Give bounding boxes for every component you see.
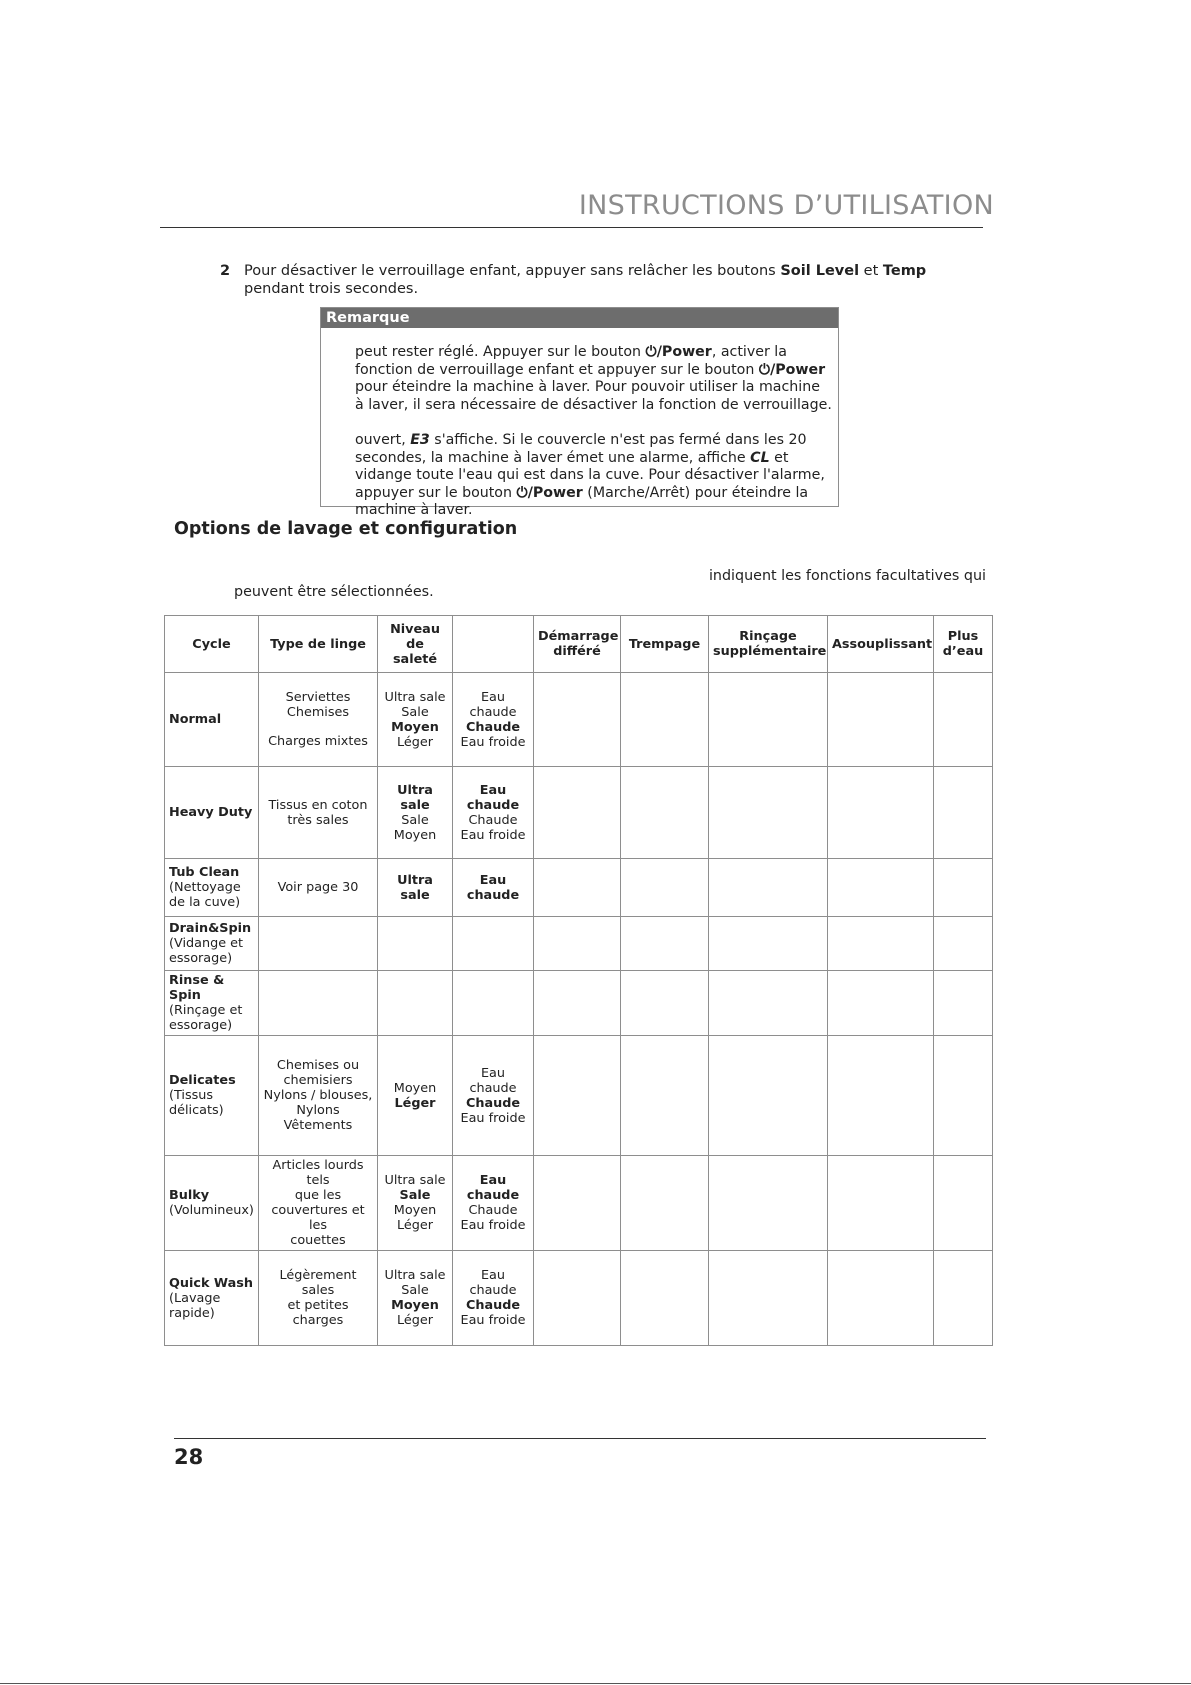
temp-cell-line: Eau: [479, 872, 507, 888]
cycle-cell: [165, 767, 259, 859]
cycle-subtitle: (Volumineux): [169, 1203, 254, 1218]
note-heading: Remarque: [321, 308, 838, 328]
cycle-cell: [165, 971, 259, 1036]
delay-cell: [534, 1156, 621, 1251]
temp-cell-line: Chaude: [468, 812, 518, 828]
temp-cell-line: Chaude: [465, 1298, 521, 1313]
note-paragraph-2: ouvert, E3 s'affiche. Si le couvercle n'est pas fermé dans les 20 secondes, la machine à laver émet une alarme, affiche CL et vidange toute l'eau qui est dans la cuve. Pour désactiver l'alarme, appuyer sur le bouton ⏻/Power (Marche/Arrêt) pour éteindre la machine à laver.: [355, 432, 825, 518]
softener-cell: [828, 859, 934, 917]
soil-cell-line: Ultra sale: [384, 1268, 446, 1283]
temp-cell-line: Eau chaude: [469, 1268, 517, 1298]
cycle-name: Heavy Duty: [169, 805, 253, 820]
more-water-cell: [934, 917, 993, 971]
type-cell-line: Articles lourds tels: [272, 1158, 364, 1188]
type-cell: [259, 767, 378, 859]
table-row: [165, 917, 993, 971]
table-row: [165, 1156, 993, 1251]
cycle-name: Delicates: [169, 1073, 236, 1088]
table-row: [165, 971, 993, 1036]
error-code-cl: CL: [750, 449, 770, 466]
extra-rinse-cell: [709, 767, 828, 859]
temp-cell-line: Chaude: [465, 719, 521, 735]
cycle-name: Bulky: [169, 1188, 210, 1203]
cycle-cell: [165, 859, 259, 917]
table-row: [165, 673, 993, 767]
step-text: Pour désactiver le verrouillage enfant, appuyer sans relâcher les boutons Soil Level et Temp pendant trois secondes.: [244, 263, 927, 297]
softener-cell: [828, 1036, 934, 1156]
soil-cell-line: Léger: [394, 1095, 436, 1111]
type-cell-line: Chemises: [286, 705, 350, 720]
page-bottom-edge: [0, 1683, 1191, 1684]
temp-cell: [453, 971, 534, 1036]
type-cell-line: Serviettes: [285, 690, 351, 705]
cycle-cell: [165, 1036, 259, 1156]
soil-cell: [378, 1156, 453, 1251]
extra-rinse-cell: [709, 971, 828, 1036]
cycle-subtitle: (Nettoyage de la cuve): [169, 880, 241, 910]
soil-cell-line: Sale: [401, 812, 429, 828]
col-header-cycle: Cycle: [165, 616, 259, 673]
soil-cell-line: Ultra sale: [384, 1173, 446, 1188]
soak-cell: [621, 917, 709, 971]
more-water-cell: [934, 673, 993, 767]
delay-cell: [534, 1251, 621, 1346]
type-cell: [259, 1251, 378, 1346]
type-cell-line: chemisiers: [283, 1073, 353, 1088]
more-water-cell: [934, 971, 993, 1036]
cycle-subtitle: (Tissus délicats): [169, 1088, 224, 1118]
extra-rinse-cell: [709, 1251, 828, 1346]
step-number: 2: [220, 263, 231, 279]
type-cell-line: Charges mixtes: [268, 734, 368, 749]
softener-cell: [828, 971, 934, 1036]
soil-cell: [378, 971, 453, 1036]
soak-cell: [621, 859, 709, 917]
footer-divider: [174, 1438, 986, 1439]
type-cell-line: Nylons / blouses,: [263, 1088, 373, 1103]
temp-cell: [453, 1251, 534, 1346]
temp-cell-line: Eau froide: [460, 734, 526, 750]
extra-rinse-cell: [709, 859, 828, 917]
temp-cell: [453, 1156, 534, 1251]
col-header-more-water: Plus d’eau: [934, 616, 993, 673]
col-header-softener: Assouplissant: [828, 616, 934, 673]
section-intro-left: peuvent être sélectionnées.: [234, 584, 434, 600]
extra-rinse-cell: [709, 673, 828, 767]
temp-cell: [453, 917, 534, 971]
type-cell-line: très sales: [287, 812, 349, 828]
type-cell-line: Tissus en coton: [268, 797, 368, 813]
temp-cell-line: Eau froide: [460, 1313, 526, 1328]
soil-cell: [378, 767, 453, 859]
temp-cell-line: Eau chaude: [466, 782, 520, 813]
soak-cell: [621, 1156, 709, 1251]
type-cell-line: Nylons: [296, 1103, 340, 1118]
col-header-temp: [453, 616, 534, 673]
soil-cell-line: Moyen: [393, 827, 437, 843]
soil-cell-line: Moyen: [391, 1298, 439, 1313]
power-button-label: ⏻/Power: [758, 361, 826, 378]
soil-cell: [378, 1036, 453, 1156]
type-cell: [259, 1036, 378, 1156]
temp-cell-line: Eau froide: [460, 1110, 526, 1126]
soil-cell-line: Moyen: [393, 1203, 437, 1218]
softener-cell: [828, 1251, 934, 1346]
type-cell-line: couvertures et les: [271, 1203, 365, 1233]
soil-cell-line: Léger: [396, 1313, 434, 1328]
step-2: [220, 262, 960, 298]
more-water-cell: [934, 1156, 993, 1251]
more-water-cell: [934, 1036, 993, 1156]
col-header-soak: Trempage: [621, 616, 709, 673]
soil-cell-line: Ultra sale: [397, 782, 433, 813]
table-row: [165, 1251, 993, 1346]
temp-cell-line: Eau froide: [460, 1218, 526, 1233]
delay-cell: [534, 673, 621, 767]
soil-level-label: Soil Level: [780, 263, 860, 279]
softener-cell: [828, 767, 934, 859]
soil-cell-line: Ultra sale: [384, 689, 446, 705]
temp-cell-line: Eau chaude: [469, 1065, 517, 1096]
delay-cell: [534, 917, 621, 971]
extra-rinse-cell: [709, 1036, 828, 1156]
delay-cell: [534, 971, 621, 1036]
table-row: [165, 1036, 993, 1156]
soil-cell-line: Sale: [399, 1188, 431, 1203]
more-water-cell: [934, 767, 993, 859]
extra-rinse-cell: [709, 917, 828, 971]
power-button-label: ⏻/Power: [516, 484, 583, 501]
type-cell-line: [263, 720, 373, 734]
table-body: [165, 673, 993, 1346]
cycle-cell: [165, 917, 259, 971]
soil-cell: [378, 673, 453, 767]
table-row: [165, 767, 993, 859]
cycle-subtitle: (Rinçage et essorage): [169, 1003, 243, 1033]
soak-cell: [621, 971, 709, 1036]
delay-cell: [534, 859, 621, 917]
soil-cell-line: Sale: [401, 1283, 429, 1298]
extra-rinse-cell: [709, 1156, 828, 1251]
power-button-label: ⏻/Power: [645, 344, 712, 360]
cycle-cell: [165, 1156, 259, 1251]
delay-cell: [534, 1036, 621, 1156]
temp-cell-line: Eau chaude: [469, 689, 517, 720]
type-cell-line: Chemises ou: [276, 1058, 360, 1073]
type-cell-line: Vêtements: [283, 1118, 353, 1133]
col-header-soil: Niveau de saleté: [378, 616, 453, 673]
temp-label: Temp: [882, 263, 927, 279]
soak-cell: [621, 1251, 709, 1346]
soil-cell-line: Ultra sale: [397, 872, 433, 903]
header-divider: [160, 227, 983, 228]
type-cell-line: Légèrement sales: [279, 1268, 357, 1298]
temp-cell: [453, 767, 534, 859]
soak-cell: [621, 767, 709, 859]
col-header-type: Type de linge: [259, 616, 378, 673]
soak-cell: [621, 673, 709, 767]
more-water-cell: [934, 1251, 993, 1346]
soil-cell-line: Moyen: [391, 719, 439, 735]
type-cell-line: Voir page 30: [277, 880, 359, 895]
table-row: [165, 859, 993, 917]
cycle-subtitle: (Vidange et essorage): [169, 936, 244, 966]
cycle-name: Tub Clean: [169, 865, 240, 880]
soak-cell: [621, 1036, 709, 1156]
more-water-cell: [934, 859, 993, 917]
type-cell-line: et petites charges: [287, 1298, 349, 1328]
wash-options-table: [164, 615, 993, 1346]
cycle-name: Quick Wash: [169, 1275, 253, 1291]
cycle-name: Rinse & Spin: [169, 973, 225, 1003]
soil-cell-line: Léger: [396, 1218, 434, 1233]
type-cell: [259, 673, 378, 767]
temp-cell-line: Eau chaude: [466, 1173, 520, 1203]
cycle-subtitle: (Lavage rapide): [169, 1290, 221, 1321]
cycle-cell: [165, 1251, 259, 1346]
temp-cell-line: Chaude: [468, 1203, 518, 1218]
cycle-name: Drain&Spin: [169, 921, 252, 936]
cycle-cell: [165, 673, 259, 767]
soil-cell-line: Moyen: [393, 1080, 437, 1096]
soil-cell: [378, 1251, 453, 1346]
section-intro-right: indiquent les fonctions facultatives qui: [708, 568, 986, 584]
softener-cell: [828, 917, 934, 971]
note-box: [320, 307, 839, 518]
type-cell: [259, 1156, 378, 1251]
section-title: Options de lavage et configuration: [174, 519, 518, 539]
type-cell-line: couettes: [290, 1233, 346, 1248]
temp-cell: [453, 1036, 534, 1156]
page-number: 28: [174, 1445, 204, 1469]
type-cell: [259, 971, 378, 1036]
error-code-e3: E3: [410, 432, 430, 448]
soil-cell: [378, 917, 453, 971]
temp-cell-line: Eau froide: [460, 827, 526, 843]
temp-cell: [453, 673, 534, 767]
note-paragraph-1: peut rester réglé. Appuyer sur le bouton ⏻/Power, activer la fonction de verrouillage enfant et appuyer sur le bouton ⏻/Power pour éteindre la machine à laver. Pour pouvoir utiliser la machine à laver, il sera nécessaire de désactiver la fonction de verrouillage.: [355, 344, 832, 413]
page-header-title: INSTRUCTIONS D’UTILISATION: [578, 190, 994, 221]
softener-cell: [828, 1156, 934, 1251]
temp-cell-line: chaude: [466, 887, 520, 903]
soil-cell-line: Léger: [396, 734, 434, 750]
table-header-row: [165, 616, 993, 673]
delay-cell: [534, 767, 621, 859]
type-cell-line: que les: [294, 1188, 342, 1203]
soil-cell: [378, 859, 453, 917]
softener-cell: [828, 673, 934, 767]
type-cell: [259, 917, 378, 971]
temp-cell: [453, 859, 534, 917]
type-cell: [259, 859, 378, 917]
cycle-name: Normal: [169, 712, 222, 727]
col-header-delay: Démarrage différé: [534, 616, 621, 673]
temp-cell-line: Chaude: [465, 1095, 521, 1111]
soil-cell-line: Sale: [401, 704, 429, 720]
col-header-extra-rinse: Rinçage supplémentaire: [709, 616, 828, 673]
